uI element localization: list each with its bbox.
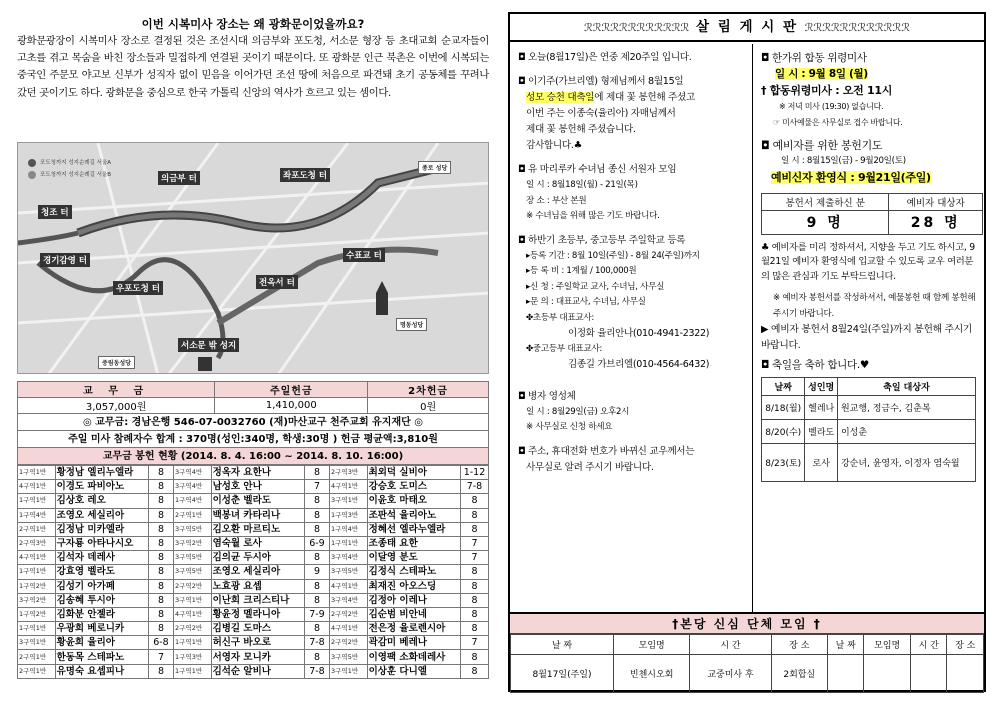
roster-district: 2구역3반 [18,536,56,550]
roster-district: 2구역2반 [330,636,368,650]
article-body: 광화문광장이 시복미사 장소로 결정된 것은 조선시대 의금부와 포도청, 서소문 형장 등 초대교회 순교자들이 고초를 겪고 목숨을 바친 장소들과 밀접하게 연결된 곳이기 때문이다. 또 광화문 인근 북촌은 이번에 시복되는 중국인 주문모 야고보 신부가 성직자 없이 믿음을 이어가던 조선 땅에 처음으로 파견돼 초기 공동체를 꾸려나갔던 곳이기도 하다. 광화문을 중심으로 한국 가톨릭 신앙의 역사가 흐르고 있는 셈이다. [17,35,489,99]
roster-months: 8 [460,607,488,621]
school-elem-teacher: 이정화 율리안나(010-4941-2322) [568,328,710,339]
board-header [510,14,984,42]
roster-name: 김오환 마르티노 [211,522,304,536]
roster-district: 3구역1반 [330,494,368,508]
notice-sick: ◘ 병자 영성체 [518,390,576,402]
roster-row [18,466,489,480]
roster-district: 1구역2반 [18,607,56,621]
map-label-supyogyo: 수표교 터 [343,248,385,262]
roster-name: 구자룡 아타나시오 [55,536,148,550]
roster-months: 7-8 [304,636,329,650]
mt-head: 장 소 [947,635,984,655]
roster-name: 정혜선 엘라누엘라 [367,522,460,536]
roster-title: 교무금 봉헌 현황 (2014. 8. 4. 16:00 ~ 2014. 8. 10. 16:00) [17,448,489,465]
left-page [17,15,489,695]
school-fee: ▸등 록 비 : 1계월 / 100,000원 [526,266,637,276]
mt-cell [827,655,863,693]
roster-months: 6-8 [148,636,173,650]
map-label-upodo: 우포도청 터 [113,281,163,295]
roster-district: 1구역1반 [18,494,56,508]
roster-name: 강승호 도미스 [367,480,460,494]
roster-district: 4구역1반 [18,480,56,494]
board-title: 살 림 게 시 판 [695,19,798,35]
catechumen-welcome: 예비신자 환영식 : 9월21일(주일) [771,170,931,184]
memorial-offering: ☞ 미사예물은 사무실로 접수 바랍니다. [773,117,903,127]
roster-months: 7 [148,650,173,664]
catechumen-prayer: ◘ 예비자를 위한 봉헌기도 [761,139,883,152]
roster-row [18,522,489,536]
roster-months: 7-9 [304,607,329,621]
notice-flowers-2: 에 제대 꽃 봉헌해 주셨고 [594,92,695,103]
roster-months: 8 [148,664,173,678]
roster-months: 8 [304,650,329,664]
notice-flowers-4: 제대 꽃 봉헌해 주셨습니다. [526,124,636,135]
roster-district: 1구역2반 [18,579,56,593]
legend-dot-b [28,171,36,179]
bulletin-board [508,12,986,692]
roster-name: 김의균 두시아 [211,551,304,565]
map-legend-a: 포도청까지 성지순례길 서울A [40,160,112,166]
roster-name: 강효영 벨라도 [55,565,148,579]
roster-row [18,593,489,607]
roster-months: 1-12 [460,466,488,480]
meeting-schedule [510,612,984,693]
roster-months: 7 [460,636,488,650]
roster-name: 최재진 아오스딩 [367,579,460,593]
roster-months: 8 [148,508,173,522]
memorial-note: ※ 저녁 미사 (19:30) 없습니다. [779,102,884,111]
roster-district: 3구역5반 [174,551,212,565]
mt-cell [947,655,984,693]
roster-name: 염숙월 로사 [211,536,304,550]
roster-district: 2구역2반 [330,607,368,621]
roster-name: 김정남 미카엘라 [55,522,148,536]
roster-district: 3구역4반 [174,466,212,480]
roster-months: 8 [304,579,329,593]
roster-name: 최외덕 실비아 [367,466,460,480]
roster-months: 8 [148,579,173,593]
roster-district: 1구역4반 [330,522,368,536]
roster-row [18,536,489,550]
roster-name: 이영팩 소화데레사 [367,650,460,664]
roster-months: 8 [148,480,173,494]
mt-cell: 8월17일(주일) [511,655,614,693]
don-head-2: 주일헌금 [215,382,368,398]
school-inquiry: ▸문 의 : 대표교사, 수녀님, 사무실 [526,297,646,307]
roster-months: 7 [460,536,488,550]
roster-name: 정옥자 요한나 [211,466,304,480]
roster-name: 남성호 안나 [211,480,304,494]
don-head-1: 교 무 금 [18,382,215,398]
feast-saint: 헬레나 [805,396,837,420]
pilgrimage-map [17,142,489,374]
roster-months: 8 [460,565,488,579]
roster-name: 김정아 이레나 [367,593,460,607]
don-val-1: 3,057,000원 [18,398,215,414]
notice-address-2: 사무실로 알려 주시기 바랍니다. [526,461,654,473]
feast-table [761,377,976,482]
roster-district: 3구역4반 [174,480,212,494]
mt-cell [910,655,946,693]
feast-saint: 로사 [805,444,837,482]
map-legend-b: 포도청까지 성지순례길 서울B [40,172,112,178]
roster-district: 2구역1반 [174,508,212,522]
roster-district: 1구역1반 [174,664,212,678]
roster-months: 8 [148,551,173,565]
roster-district: 4구역1반 [330,579,368,593]
school-mid: ✤중고등부 대표교사: [526,343,602,354]
roster-name: 조판석 율리아노 [367,508,460,522]
ornament-left-icon: ℛℛℛℛℛℛℛℛℛℛℛℛ [583,21,690,34]
vows-note: ※ 수녀님을 위해 많은 기도 바랍니다. [526,211,660,221]
roster-months: 8 [460,622,488,636]
count-val-1: 9 명 [762,210,889,234]
roster-months: 8 [148,622,173,636]
feast-people: 이성춘 [837,420,975,444]
roster-months: 8 [304,508,329,522]
mt-head: 모임명 [613,635,689,655]
don-val-3: 0원 [368,398,489,414]
legend-dot-a [28,159,36,167]
notice-today: ◘ 오늘(8월17일)은 연중 제20주일 입니다. [518,52,692,63]
feast-heading: ◘ 축일을 축하 합니다.♥ [761,359,870,371]
roster-name: 황윤희 율리아 [55,636,148,650]
school-mid-teacher: 김종길 가브리엘(010-4564-6432) [568,359,710,370]
roster-months: 8 [148,536,173,550]
donation-table [17,381,489,414]
roster-district: 3구역2반 [174,536,212,550]
don-head-3: 2차헌금 [368,382,489,398]
roster-district: 3구역4반 [330,551,368,565]
roster-months: 7 [460,551,488,565]
roster-months: 8 [304,522,329,536]
roster-name: 김석자 데레사 [55,551,148,565]
map-label-myeongdong: 명동성당 [396,318,427,331]
roster-name: 김화분 안젤라 [55,607,148,621]
mt-head: 날 짜 [511,635,614,655]
roster-months: 8 [304,466,329,480]
roster-months: 8 [304,622,329,636]
roster-district: 4구역1반 [330,480,368,494]
board-right-column [755,44,984,612]
mt-cell: 빈첸시오회 [613,655,689,693]
roster-name: 김정식 스테파노 [367,565,460,579]
roster-months: 8 [304,593,329,607]
school-period: ▸등록 기간 : 8월 10일(주일) - 8월 24(주일)까지 [526,250,700,261]
notice-flowers-1: ◘ 이기주(가브리엘) 형제님께서 8월15일 [518,76,684,87]
roster-name: 김석순 알비나 [211,664,304,678]
roster-name: 허신구 바오로 [211,636,304,650]
mt-head: 장 소 [771,635,827,655]
roster-name: 김순범 비안네 [367,607,460,621]
map-label-uigeumbu: 의금부 터 [158,171,200,185]
roster-name: 김상호 레오 [55,494,148,508]
map-label-jwapodo: 좌포도청 터 [280,168,330,182]
roster-district: 3구역1반 [330,664,368,678]
catechumen-deadline: ▶ 예비자 봉헌서 8월24일(주일)까지 봉헌해 주시기 바랍니다. [761,324,973,351]
roster-months: 6-9 [304,536,329,550]
map-label-seosomun: 서소문 밖 성지 [178,338,239,352]
roster-district: 2구역1반 [18,650,56,664]
memorial-date: 일 시 : 9월 8일 (월) [775,68,868,80]
roster-row [18,607,489,621]
roster-name: 노효광 요셉 [211,579,304,593]
roster-months: 7 [304,480,329,494]
roster-months: 8 [148,565,173,579]
roster-name: 곽감미 베레나 [367,636,460,650]
roster-district: 4구역1반 [18,551,56,565]
roster-name: 이상훈 다니엘 [367,664,460,678]
roster-name: 백봉녀 카타리나 [211,508,304,522]
notice-flowers-5: 감사합니다.♣ [526,140,582,151]
roster-table [17,465,489,679]
school-apply: ▸신 청 : 주일학교 교사, 수녀님, 사무실 [526,281,665,292]
feast-date: 8/20(수) [762,420,805,444]
roster-district: 1구역1반 [18,622,56,636]
roster-district: 4구역1반 [330,622,368,636]
roster-row [18,551,489,565]
vows-date: 일 시 : 8월18일(월) - 21일(목) [526,180,638,190]
meeting-title: †본당 신심 단체 모임 † [510,614,984,634]
roster-name: 이경도 파비아노 [55,480,148,494]
map-label-jongno: 종로 성당 [418,161,451,174]
roster-row [18,480,489,494]
bank-account: ◎ 교무금: 경남은행 546-07-0032760 (재)마산교구 천주교회 유지재단 ◎ [17,414,489,431]
roster-district: 1구역3반 [174,650,212,664]
roster-months: 8 [460,494,488,508]
catechumen-count-table [761,193,983,235]
feast-head-people: 축일 대상자 [837,378,975,396]
roster-district: 4구역1반 [174,607,212,621]
roster-months: 8 [460,522,488,536]
roster-name: 김성기 아가페 [55,579,148,593]
roster-district: 3구역2반 [18,593,56,607]
notice-address-1: ◘ 주소, 휴대전화 번호가 바뀌신 교우께서는 [518,445,695,457]
attendance-summary: 주일 미사 참례자수 합계 : 370명(성인:340명, 학생:30명 ) 헌금 평균액:3,810원 [17,431,489,448]
notice-vows: ◘ 유 마리루카 수녀님 종신 서원자 모임 [518,164,677,175]
roster-months: 8 [304,551,329,565]
roster-district: 3구역5반 [330,565,368,579]
roster-months: 8 [148,466,173,480]
feast-head-date: 날짜 [762,378,805,396]
roster-district: 1구역1반 [330,536,368,550]
mt-cell: 2회합실 [771,655,827,693]
highlight-assumption: 성모 승천 대축일 [526,92,595,103]
roster-district: 1구역4반 [174,494,212,508]
roster-months: 9 [304,565,329,579]
roster-district: 3구역4반 [330,593,368,607]
roster-district: 2구역2반 [174,579,212,593]
meeting-table [510,634,984,693]
feast-head-saint: 성인명 [805,378,837,396]
roster-months: 8 [148,593,173,607]
roster-district: 1구역4반 [18,508,56,522]
vows-place: 장 소 : 부산 본원 [526,195,587,206]
roster-months: 8 [148,494,173,508]
mt-cell [864,655,911,693]
map-label-cheongjo: 청조 터 [38,205,72,219]
roster-row [18,494,489,508]
mt-head: 모임명 [864,635,911,655]
roster-name: 조영오 세실리아 [55,508,148,522]
mt-head: 시 간 [690,635,771,655]
roster-row [18,664,489,678]
feast-date: 8/23(토) [762,444,805,482]
memorial-mass: ◘ 한가위 합동 위령미사 [761,52,867,64]
sick-date: 일 시 : 8월29일(금) 오후2시 [526,406,630,417]
feast-people: 강순녀, 윤영자, 이정자 염숙월 [837,444,975,482]
catechumen-request: ♣ 예비자를 미리 정하셔서, 지향을 두고 기도 하시고, 9월21일 예비자 환영식에 입교할 수 있도록 교우 여러분의 많은 관심과 기도 부탁드립니다. [761,241,975,282]
roster-name: 이성춘 벨라도 [211,494,304,508]
roster-name: 조영오 세실리아 [211,565,304,579]
mt-head: 날 짜 [827,635,863,655]
map-label-gyeonggi: 경기감영 터 [40,253,90,267]
roster-district: 2구역2반 [174,622,212,636]
roster-name: 이달영 분도 [367,551,460,565]
roster-months: 8 [460,508,488,522]
roster-months: 8 [304,494,329,508]
roster-row [18,508,489,522]
roster-district: 2구역3반 [330,466,368,480]
feast-people: 원교행, 정금수, 김춘복 [837,396,975,420]
don-val-2: 1,410,000 [215,398,368,414]
roster-district: 2구역1반 [18,664,56,678]
roster-name: 우광희 베로니카 [55,622,148,636]
notice-school: ◘ 하반기 초등부, 중고등부 주일학교 등록 [518,234,686,246]
roster-district: 1구역1반 [18,565,56,579]
roster-name: 김병길 도마스 [211,622,304,636]
roster-row [18,579,489,593]
school-elem: ✤초등부 대표교사: [526,312,594,323]
roster-months: 8 [460,593,488,607]
roster-district: 3구역5반 [330,650,368,664]
catechumen-date: 일 시 : 8월15일(금) - 9월20일(토) [781,156,906,166]
roster-row [18,650,489,664]
roster-name: 서영자 모니카 [211,650,304,664]
roster-row [18,622,489,636]
roster-district: 3구역1반 [174,593,212,607]
roster-months: 7-8 [304,664,329,678]
notice-flowers [518,74,752,90]
roster-name: 조종태 요한 [367,536,460,550]
roster-district: 1구역1반 [18,466,56,480]
board-left-column [510,44,753,612]
roster-name: 한동목 스테파노 [55,650,148,664]
roster-months: 8 [460,579,488,593]
roster-months: 8 [460,650,488,664]
roster-months: 8 [148,607,173,621]
map-label-jeonokseo: 전옥서 터 [256,275,298,289]
mt-cell: 교중미사 후 [690,655,771,693]
roster-name: 전은정 율로렌시아 [367,622,460,636]
count-val-2: 28 명 [889,210,983,234]
count-head-2: 예비자 대상자 [889,193,983,210]
count-head-1: 봉헌서 제출하신 분 [762,193,889,210]
roster-months: 7-8 [460,480,488,494]
roster-name: 황정남 엘리누엘라 [55,466,148,480]
roster-months: 8 [460,664,488,678]
roster-district: 1구역3반 [330,508,368,522]
roster-district: 2구역1반 [18,522,56,536]
roster-name: 황윤정 멜라니아 [211,607,304,621]
sick-note: ※ 사무실로 신청 하세요 [526,422,613,432]
article-title: 이번 시복미사 장소는 왜 광화문이었을까요? [141,17,365,31]
memorial-time: † 합동위령미사 : 오전 11시 [761,84,893,97]
roster-district: 3구역5반 [174,522,212,536]
roster-row [18,565,489,579]
feast-date: 8/18(월) [762,396,805,420]
roster-district: 3구역1반 [18,636,56,650]
roster-district: 3구역5반 [174,565,212,579]
roster-name: 이난희 크리스티나 [211,593,304,607]
roster-row [18,636,489,650]
roster-name: 김송혜 투시아 [55,593,148,607]
map-label-jungnim: 중림동성당 [98,356,135,369]
roster-district: 1구역1반 [174,636,212,650]
catechumen-form-note: ※ 예비자 봉헌서를 작성하셔서, 예물봉헌 때 함께 봉헌해 주시기 바랍니다. [773,293,976,319]
feast-saint: 벨라도 [805,420,837,444]
notice-flowers-3: 이번 주는 이종숙(율리아) 자매님께서 [526,108,676,119]
ornament-right-icon: ℛℛℛℛℛℛℛℛℛℛℛℛ [804,21,911,34]
mt-head: 시 간 [910,635,946,655]
roster-name: 이윤호 마태오 [367,494,460,508]
roster-months: 8 [148,522,173,536]
roster-name: 유명숙 요셉피나 [55,664,148,678]
